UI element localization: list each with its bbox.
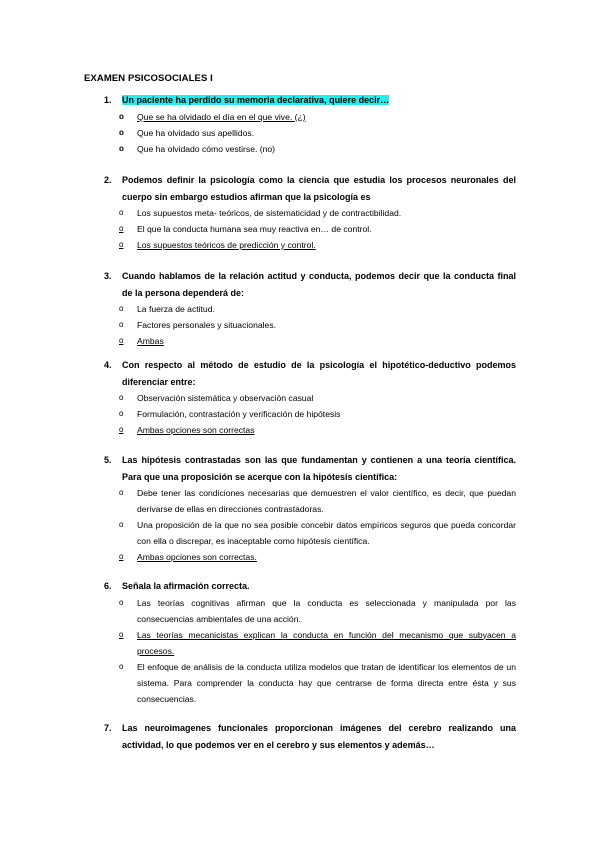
bullet-icon: o bbox=[119, 143, 124, 153]
option bbox=[104, 406, 516, 422]
options-list bbox=[104, 205, 516, 253]
options-list bbox=[104, 595, 516, 707]
question-number: 1. bbox=[104, 95, 112, 105]
bullet-icon: o bbox=[119, 336, 124, 345]
question-text: Un paciente ha perdido su memoria declarativa, quiere decir… bbox=[122, 95, 390, 105]
bullet-icon: o bbox=[119, 629, 124, 639]
question-number: 4. bbox=[104, 360, 112, 370]
exam-title: EXAMEN PSICOSOCIALES I bbox=[84, 73, 213, 84]
bullet-icon: o bbox=[119, 409, 124, 418]
option-text: El que la conducta humana sea muy reactiva en… de control. bbox=[137, 224, 372, 234]
bullet-icon: o bbox=[119, 520, 124, 529]
question-5 bbox=[104, 452, 516, 565]
question-text: Cuando hablamos de la relación actitud y conducta, podemos decir que la conducta final de la persona dependerá de: bbox=[122, 271, 516, 298]
option-text: Una proposición de la que no sea posible concebir datos empíricos seguros que pueda concordar con ella o discrepar, es inaceptable como hipótesis científica. bbox=[137, 520, 516, 546]
option bbox=[104, 301, 516, 317]
option-text: Observación sistemática y observación casual bbox=[137, 393, 314, 403]
question-number: 2. bbox=[104, 175, 112, 185]
options-list bbox=[104, 390, 516, 438]
question-4 bbox=[104, 357, 516, 438]
option-text: Que se ha olvidado el día en el que vive. (¿) bbox=[137, 111, 306, 122]
options-list bbox=[104, 109, 516, 157]
option-text: Las teorías cognitivas afirman que la conducta es seleccionada y manipulada por las consecuencias ambientales de una acción. bbox=[137, 597, 516, 624]
option-text: El enfoque de análisis de la conducta utiliza modelos que tratan de identificar los elementos de un sistema. Para comprender la conducta hay que centrarse de forma directa entre ésta y sus consecuencias. bbox=[137, 661, 516, 704]
question-number: 3. bbox=[104, 271, 112, 281]
option bbox=[104, 109, 516, 125]
bullet-icon: o bbox=[119, 111, 124, 121]
option-text: Debe tener las condiciones necesarias que demuestren el valor científico, es decir, que puedan derivarse de ellas en direcciones contrastadoras. bbox=[137, 488, 516, 514]
options-list bbox=[104, 485, 516, 565]
question-number: 5. bbox=[104, 455, 112, 465]
bullet-icon: o bbox=[119, 425, 124, 434]
bullet-icon: o bbox=[119, 224, 124, 233]
question-number: 7. bbox=[104, 723, 112, 733]
option-text: Ambas opciones son correctas bbox=[137, 425, 255, 435]
option-text: Las teorías mecanicistas explican la conducta en función del mecanismo que subyacen a procesos. bbox=[137, 629, 516, 656]
option-text: Formulación, contrastación y verificación de hipótesis bbox=[137, 409, 341, 419]
bullet-icon: o bbox=[119, 208, 124, 217]
option bbox=[104, 659, 516, 707]
bullet-icon: o bbox=[119, 597, 124, 607]
question-1 bbox=[104, 92, 516, 157]
bullet-icon: o bbox=[119, 393, 124, 402]
question-text: Señala la afirmación correcta. bbox=[122, 581, 250, 591]
bullet-icon: o bbox=[119, 488, 124, 497]
option-text: Los supuestos teóricos de predicción y control. bbox=[137, 240, 316, 250]
option bbox=[104, 627, 516, 659]
option-text: Factores personales y situacionales. bbox=[137, 320, 277, 330]
question-2 bbox=[104, 172, 516, 253]
option-text: Que ha olvidado cómo vestirse. (no) bbox=[137, 143, 276, 154]
option bbox=[104, 549, 516, 565]
option bbox=[104, 333, 516, 349]
bullet-icon: o bbox=[119, 240, 124, 249]
option bbox=[104, 125, 516, 141]
bullet-icon: o bbox=[119, 320, 124, 329]
question-number: 6. bbox=[104, 581, 112, 591]
option-text: Los supuestos meta- teóricos, de sistematicidad y de contractibilidad. bbox=[137, 208, 402, 218]
question-text: Las neuroimagenes funcionales proporcionan imágenes del cerebro realizando una actividad, lo que podemos ver en el cerebro y sus elementos y además… bbox=[122, 723, 516, 750]
option-text: Ambas opciones son correctas. bbox=[137, 552, 257, 562]
option bbox=[104, 205, 516, 221]
option-text: Que ha olvidado sus apellidos. bbox=[137, 127, 255, 138]
question-3 bbox=[104, 268, 516, 349]
option bbox=[104, 390, 516, 406]
bullet-icon: o bbox=[119, 127, 124, 137]
question-text: Con respecto al método de estudio de la psicología el hipotético-deductivo podemos diferenciar entre: bbox=[122, 360, 516, 387]
option bbox=[104, 141, 516, 157]
option bbox=[104, 221, 516, 237]
question-text: Las hipótesis contrastadas son las que fundamentan y contienen a una teoría científica. Para que una proposición se acerque con la hipótesis científica: bbox=[122, 455, 516, 482]
option bbox=[104, 485, 516, 517]
question-7 bbox=[104, 720, 516, 753]
option-text: La fuerza de actitud. bbox=[137, 304, 215, 314]
option bbox=[104, 422, 516, 438]
options-list bbox=[104, 301, 516, 349]
option-text: Ambas bbox=[137, 336, 164, 346]
option bbox=[104, 237, 516, 253]
option bbox=[104, 317, 516, 333]
bullet-icon: o bbox=[119, 552, 124, 561]
bullet-icon: o bbox=[119, 304, 124, 313]
bullet-icon: o bbox=[119, 661, 124, 671]
question-text: Podemos definir la psicología como la ciencia que estudia los procesos neuronales del cuerpo sin embargo estudios afirman que la psicología es bbox=[122, 175, 516, 202]
question-6 bbox=[104, 578, 516, 707]
option bbox=[104, 595, 516, 627]
option bbox=[104, 517, 516, 549]
